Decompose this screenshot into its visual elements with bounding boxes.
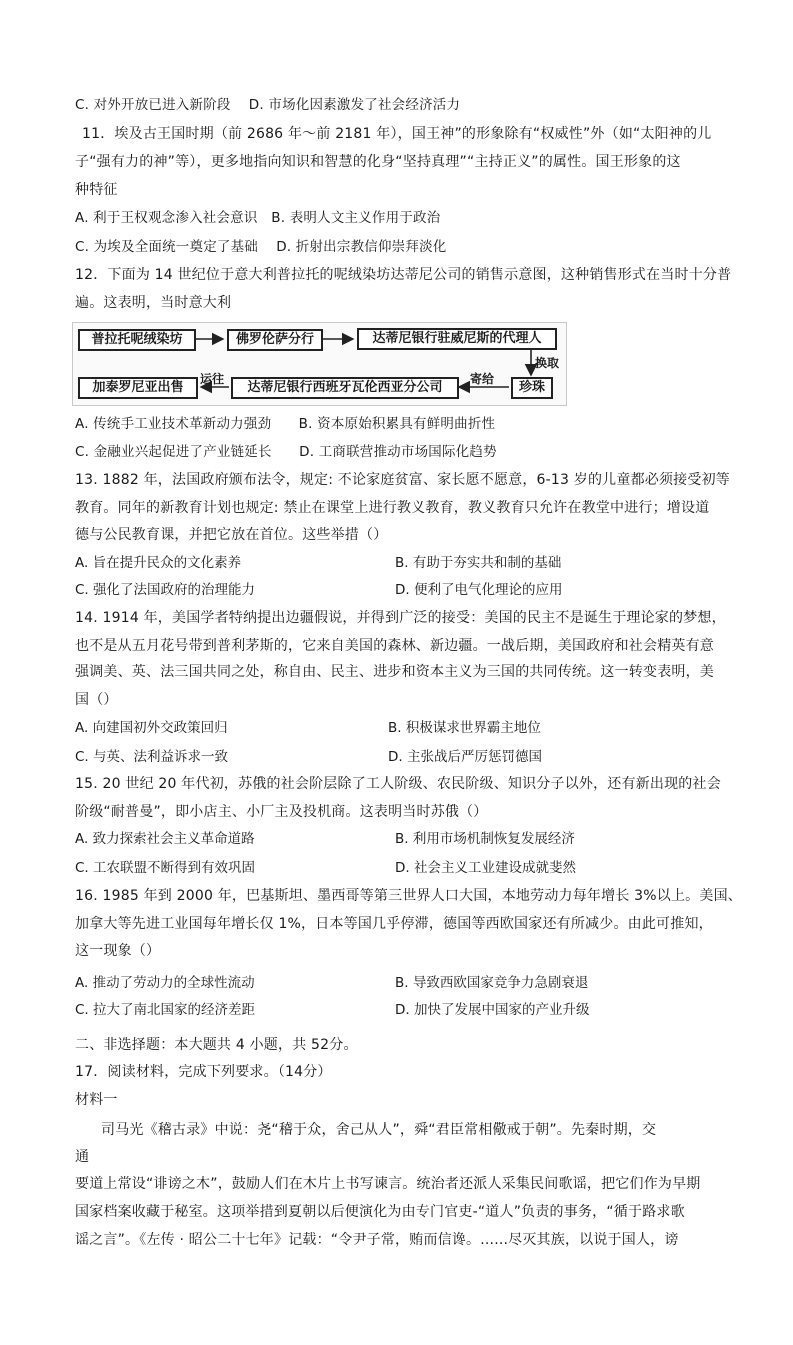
q14-option-c: C. 与英、法利益诉求一致 [75, 749, 229, 765]
q12-stem-line2: 遍。这表明，当时意大利 [75, 295, 232, 311]
q16-option-b: B. 导致西欧国家竞争力急剧衰退 [395, 975, 589, 991]
q13-stem-line3: 德与公民教育课，并把它放在首位。这些举措（） [75, 527, 388, 543]
q14-stem-line3: 强调美、英、法三国共同之处，称自由、民主、进步和资本主义为三国的共同传统。这一转变表明，美 [75, 664, 714, 680]
q12-options-ab: A. 传统手工业技术革新动力强劲 B. 资本原始积累具有鲜明曲折性 [75, 416, 496, 432]
q15-option-b: B. 利用市场机制恢复发展经济 [395, 831, 575, 847]
q13-option-b: B. 有助于夯实共和制的基础 [395, 555, 562, 571]
edge-label-ship: 运往 [200, 372, 225, 386]
q11-options-cd: C. 为埃及全面统一奠定了基础 D. 折射出宗教信仰崇拜淡化 [75, 239, 447, 255]
q16-option-a: A. 推动了劳动力的全球性流动 [75, 975, 255, 991]
q13-option-d: D. 便利了电气化理论的应用 [395, 582, 563, 598]
q16-stem-line2: 加拿大等先进工业国每年增长仅 1%，日本等国几乎停滞，德国等西欧国家还有所减少。由此可推知， [75, 916, 713, 932]
q16-option-c: C. 拉大了南北国家的经济差距 [75, 1002, 256, 1018]
q11-stem-line1: 11．埃及古王国时期（前 2686 年～前 2181 年），国王神”的形象除有“权威性”外（如“太阳神的儿 [82, 126, 712, 142]
q14-stem-line2: 也不是从五月花号带到普利茅斯的，它来自美国的森林、新边疆。一战后期，美国政府和社会精英有意 [75, 638, 714, 654]
material-one-line5: 谣之言”。《左传 · 昭公二十七年》记载：“令尹子常，贿而信谗。......尽灭其族，以说于国人，谤 [75, 1232, 679, 1248]
q14-stem-line4: 国（） [75, 692, 118, 708]
q11-stem-line3: 种特征 [75, 182, 118, 198]
q14-option-a: A. 向建国初外交政策回归 [75, 720, 228, 736]
edge-label-send: 寄给 [470, 372, 495, 386]
q16-stem-line3: 这一现象（） [75, 943, 161, 959]
node-venice-agent: 达蒂尼银行驻威尼斯的代理人 [357, 328, 557, 350]
q17-heading: 17．阅读材料，完成下列要求。（14分） [75, 1064, 332, 1080]
material-one-line1: 司马光《稽古录》中说：尧“稽于众，舍己从人”，舜“君臣常相儆戒于朝”。先秦时期，交 [101, 1122, 657, 1138]
q11-options-ab: A. 利于王权观念渗入社会意识 B. 表明人文主义作用于政治 [75, 210, 441, 226]
q15-stem-line2: 阶级“耐普曼”，即小店主、小厂主及投机商。这表明当时苏俄（） [75, 804, 488, 820]
q10-options-cd: C. 对外开放已进入新阶段 D. 市场化因素激发了社会经济活力 [75, 97, 461, 113]
node-pearls: 珍珠 [511, 377, 553, 399]
material-one-label: 材料一 [75, 1092, 118, 1108]
material-one-line3: 要道上常设“诽谤之木”，鼓励人们在木片上书写谏言。统治者还派人采集民间歌谣，把它们作为早期 [75, 1176, 701, 1192]
node-prato-dyeworks: 普拉托呢绒染坊 [78, 329, 196, 351]
q13-stem-line1: 13. 1882 年，法国政府颁布法令，规定: 不论家庭贫富、家长愿不愿意，6-13 岁的儿童都必须接受初等 [75, 472, 730, 488]
q15-option-d: D. 社会主义工业建设成就斐然 [395, 860, 576, 876]
material-one-line2: 通 [75, 1149, 90, 1165]
q15-option-c: C. 工农联盟不断得到有效巩固 [75, 860, 256, 876]
q11-stem-line2: 子“强有力的神”等），更多地指向知识和智慧的化身“坚持真理”“主持正义”的属性。国王形象的这 [75, 154, 681, 170]
q13-option-c: C. 强化了法国政府的治理能力 [75, 582, 256, 598]
material-one-line4: 国家档案收藏于秘室。这项举措到夏朝以后便演化为由专门官吏-“道人”负责的事务，“循于路求歌 [75, 1204, 685, 1220]
q16-option-d: D. 加快了发展中国家的产业升级 [395, 1002, 590, 1018]
q15-option-a: A. 致力探索社会主义革命道路 [75, 831, 255, 847]
section-heading-nonchoice: 二、非选择题：本大题共 4 小题，共 52分。 [75, 1037, 358, 1053]
edge-label-exchange: 换取 [535, 356, 560, 370]
node-valencia-branch: 达蒂尼银行西班牙瓦伦西亚分公司 [231, 377, 459, 399]
q13-option-a: A. 旨在提升民众的文化素养 [75, 555, 242, 571]
q13-stem-line2: 教育。同年的新教育计划也规定: 禁止在课堂上进行教义教育，教义教育只允许在教堂中进行；增设道 [75, 500, 710, 516]
node-catalonia-sale: 加泰罗尼亚出售 [78, 377, 198, 399]
q14-stem-line1: 14. 1914 年，美国学者特纳提出边疆假说，并得到广泛的接受：美国的民主不是诞生于理论家的梦想， [75, 610, 726, 626]
q15-stem-line1: 15. 20 世纪 20 年代初，苏俄的社会阶层除了工人阶级、农民阶级、知识分子以外，还有新出现的社会 [75, 776, 721, 792]
q14-option-b: B. 积极谋求世界霸主地位 [388, 720, 541, 736]
q16-stem-line1: 16. 1985 年到 2000 年，巴基斯坦、墨西哥等第三世界人口大国，本地劳动力每年增长 3%以上。美国、 [75, 888, 742, 904]
q14-option-d: D. 主张战后严厉惩罚德国 [388, 749, 542, 765]
node-florence-branch: 佛罗伦萨分行 [227, 329, 323, 351]
q12-options-cd: C. 金融业兴起促进了产业链延长 D. 工商联营推动市场国际化趋势 [75, 444, 497, 460]
q12-stem-line1: 12．下面为 14 世纪位于意大利普拉托的呢绒染坊达蒂尼公司的销售示意图，这种销售形式在当时十分普 [75, 267, 732, 283]
sales-flowchart [72, 322, 567, 406]
